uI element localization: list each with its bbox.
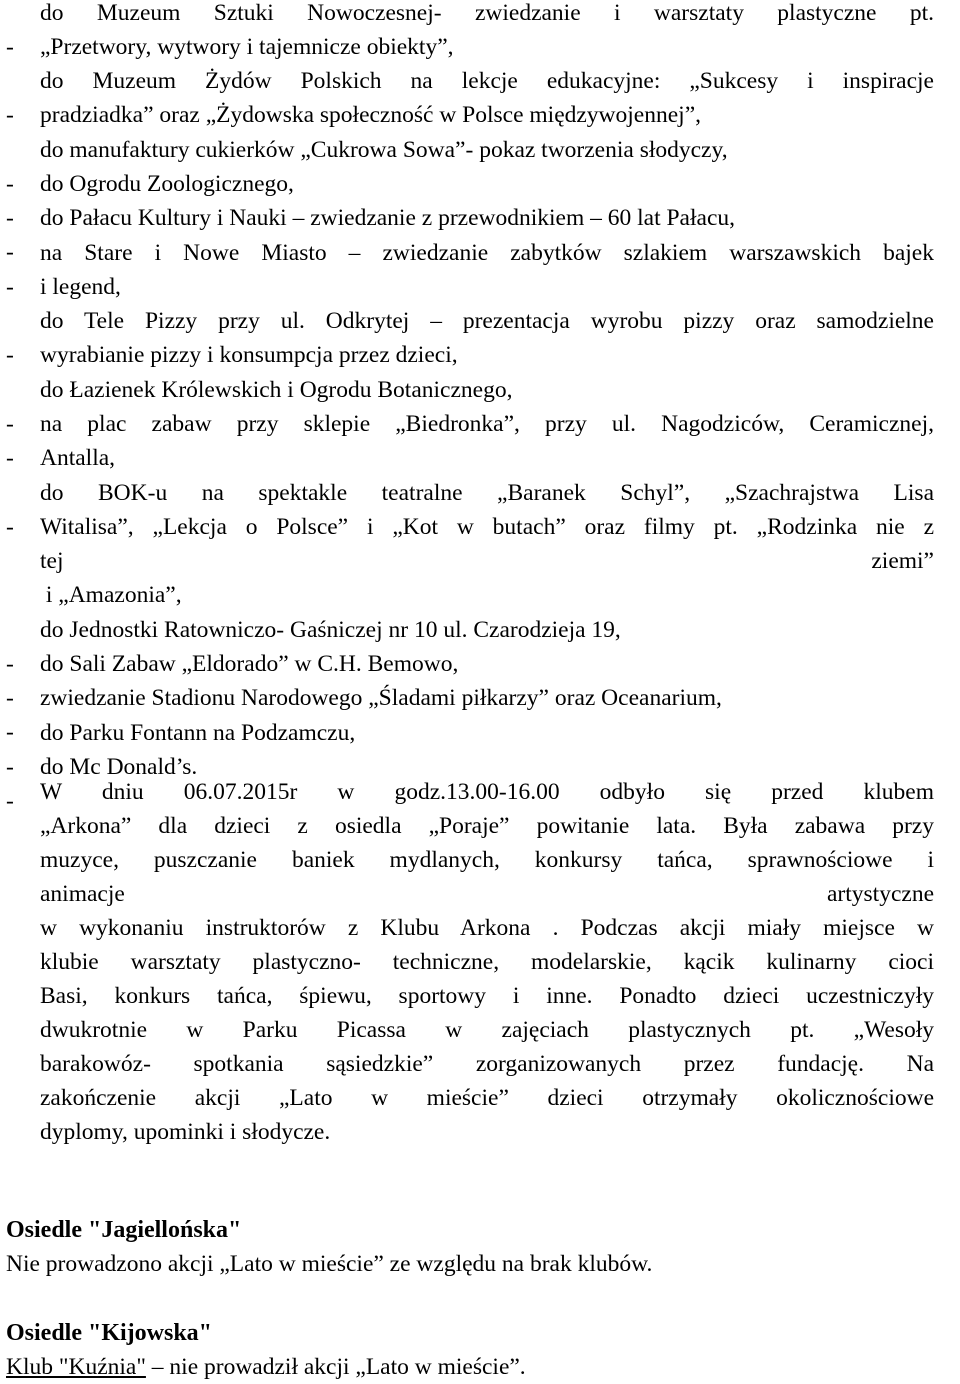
list-item-text: do Ogrodu Zoologicznego, — [40, 171, 294, 197]
section-text-jagiellonska: Nie prowadzono akcji „Lato w mieście” ze względu na brak klubów. — [6, 1251, 653, 1277]
list-dash: - — [6, 651, 14, 677]
paragraph-line: zakończenie akcji „Lato w mieście” dzieci otrzymały okolicznościowe — [40, 1085, 934, 1111]
list-item-text: do Muzeum Sztuki Nowoczesnej- zwiedzanie i warsztaty plastyczne pt. — [40, 0, 934, 26]
list-item-text: do Mc Donald’s. — [40, 754, 198, 780]
list-item — [0, 30, 960, 64]
list-item-text: do Łazienek Królewskich i Ogrodu Botanicznego, — [40, 377, 513, 403]
club-name: Klub "Kuźnia" — [6, 1354, 146, 1380]
list-dash: - — [6, 171, 14, 197]
list-item-text: i legend, — [40, 274, 121, 300]
list-item-text: do BOK-u na spektakle teatralne „Baranek Schyl”, „Szachrajstwa Lisa — [40, 480, 934, 506]
list-item-text: i „Amazonia”, — [40, 582, 182, 608]
list-dash: - — [6, 205, 14, 231]
list-item-text: „Przetwory, wytwory i tajemnicze obiekty”, — [40, 34, 454, 60]
list-dash: - — [6, 102, 14, 128]
list-item — [0, 338, 960, 372]
list-dash: - — [6, 719, 14, 745]
paragraph-line: Basi, konkurs tańca, śpiewu, sportowy i inne. Ponadto dzieci uczestniczyły — [40, 983, 934, 1009]
list-dash: - — [6, 788, 14, 814]
section-line-kijowska — [6, 1350, 526, 1384]
list-dash: - — [6, 411, 14, 437]
list-item-text: do Tele Pizzy przy ul. Odkrytej – prezentacja wyrobu pizzy oraz samodzielne — [40, 308, 934, 334]
list-item-text: do Sali Zabaw „Eldorado” w C.H. Bemowo, — [40, 651, 459, 677]
list-item-text: do Pałacu Kultury i Nauki – zwiedzanie z przewodnikiem – 60 lat Pałacu, — [40, 205, 735, 231]
list-dash: - — [6, 274, 14, 300]
section-heading-jagiellonska: Osiedle "Jagiellońska" — [6, 1217, 242, 1243]
list-item — [0, 270, 960, 304]
list-item-text: wyrabianie pizzy i konsumpcja przez dzieci, — [40, 342, 458, 368]
paragraph-line: animacje artystyczne — [40, 881, 934, 907]
list-item-text: na plac zabaw przy sklepie „Biedronka”, przy ul. Nagodziców, Ceramicznej, — [40, 411, 934, 437]
list-dash: - — [6, 34, 14, 60]
list-item-text: Antalla, — [40, 445, 116, 471]
list-item-text: na Stare i Nowe Miasto – zwiedzanie zabytków szlakiem warszawskich bajek — [40, 240, 934, 266]
list-item-text: Witalisa”, „Lekcja o Polsce” i „Kot w butach” oraz filmy pt. „Rodzinka nie z — [40, 514, 934, 540]
list-item-text: do Muzeum Żydów Polskich na lekcje edukacyjne: „Sukcesy i inspiracje — [40, 68, 934, 94]
paragraph-line: w wykonaniu instruktorów z Klubu Arkona . Podczas akcji miały miejsce w — [40, 915, 934, 941]
paragraph-line: dwukrotnie w Parku Picassa w zajęciach plastycznych pt. „Wesoły — [40, 1017, 934, 1043]
list-item-text: do Jednostki Ratowniczo- Gaśniczej nr 10 ul. Czarodzieja 19, — [40, 617, 621, 643]
list-dash: - — [6, 754, 14, 780]
section-text-kijowska: – nie prowadził akcji „Lato w mieście”. — [145, 1354, 526, 1380]
list-dash: - — [6, 685, 14, 711]
list-item — [0, 510, 960, 544]
paragraph-line: muzyce, puszczanie baniek mydlanych, konkursy tańca, sprawnościowe i — [40, 847, 934, 873]
list-item-text: pradziadka” oraz „Żydowska społeczność w Polsce międzywojennej”, — [40, 102, 702, 128]
list-item — [0, 578, 960, 612]
list-item — [0, 441, 960, 475]
paragraph-line: W dniu 06.07.2015r w godz.13.00-16.00 odbyło się przed klubem — [40, 779, 934, 805]
paragraph-line: dyplomy, upominki i słodycze. — [40, 1119, 331, 1145]
list-item — [0, 544, 960, 578]
list-item-text: zwiedzanie Stadionu Narodowego „Śladami piłkarzy” oraz Oceanarium, — [40, 685, 722, 711]
section-heading-kijowska: Osiedle "Kijowska" — [6, 1320, 212, 1346]
list-dash: - — [6, 445, 14, 471]
list-dash: - — [6, 514, 14, 540]
list-dash: - — [6, 239, 14, 265]
paragraph-line: klubie warsztaty plastyczno- techniczne, modelarskie, kącik kulinarny cioci — [40, 949, 934, 975]
list-item — [0, 98, 960, 132]
list-dash: - — [6, 342, 14, 368]
paragraph-line: barakowóz- spotkania sąsiedzkie” zorganizowanych przez fundację. Na — [40, 1051, 934, 1077]
list-item-text: tej ziemi” — [40, 548, 934, 574]
list-item-text: do manufaktury cukierków „Cukrowa Sowa”- pokaz tworzenia słodyczy, — [40, 137, 728, 163]
paragraph-line: „Arkona” dla dzieci z osiedla „Poraje” powitanie lata. Była zabawa przy — [40, 813, 934, 839]
list-item-text: do Parku Fontann na Podzamczu, — [40, 720, 356, 746]
